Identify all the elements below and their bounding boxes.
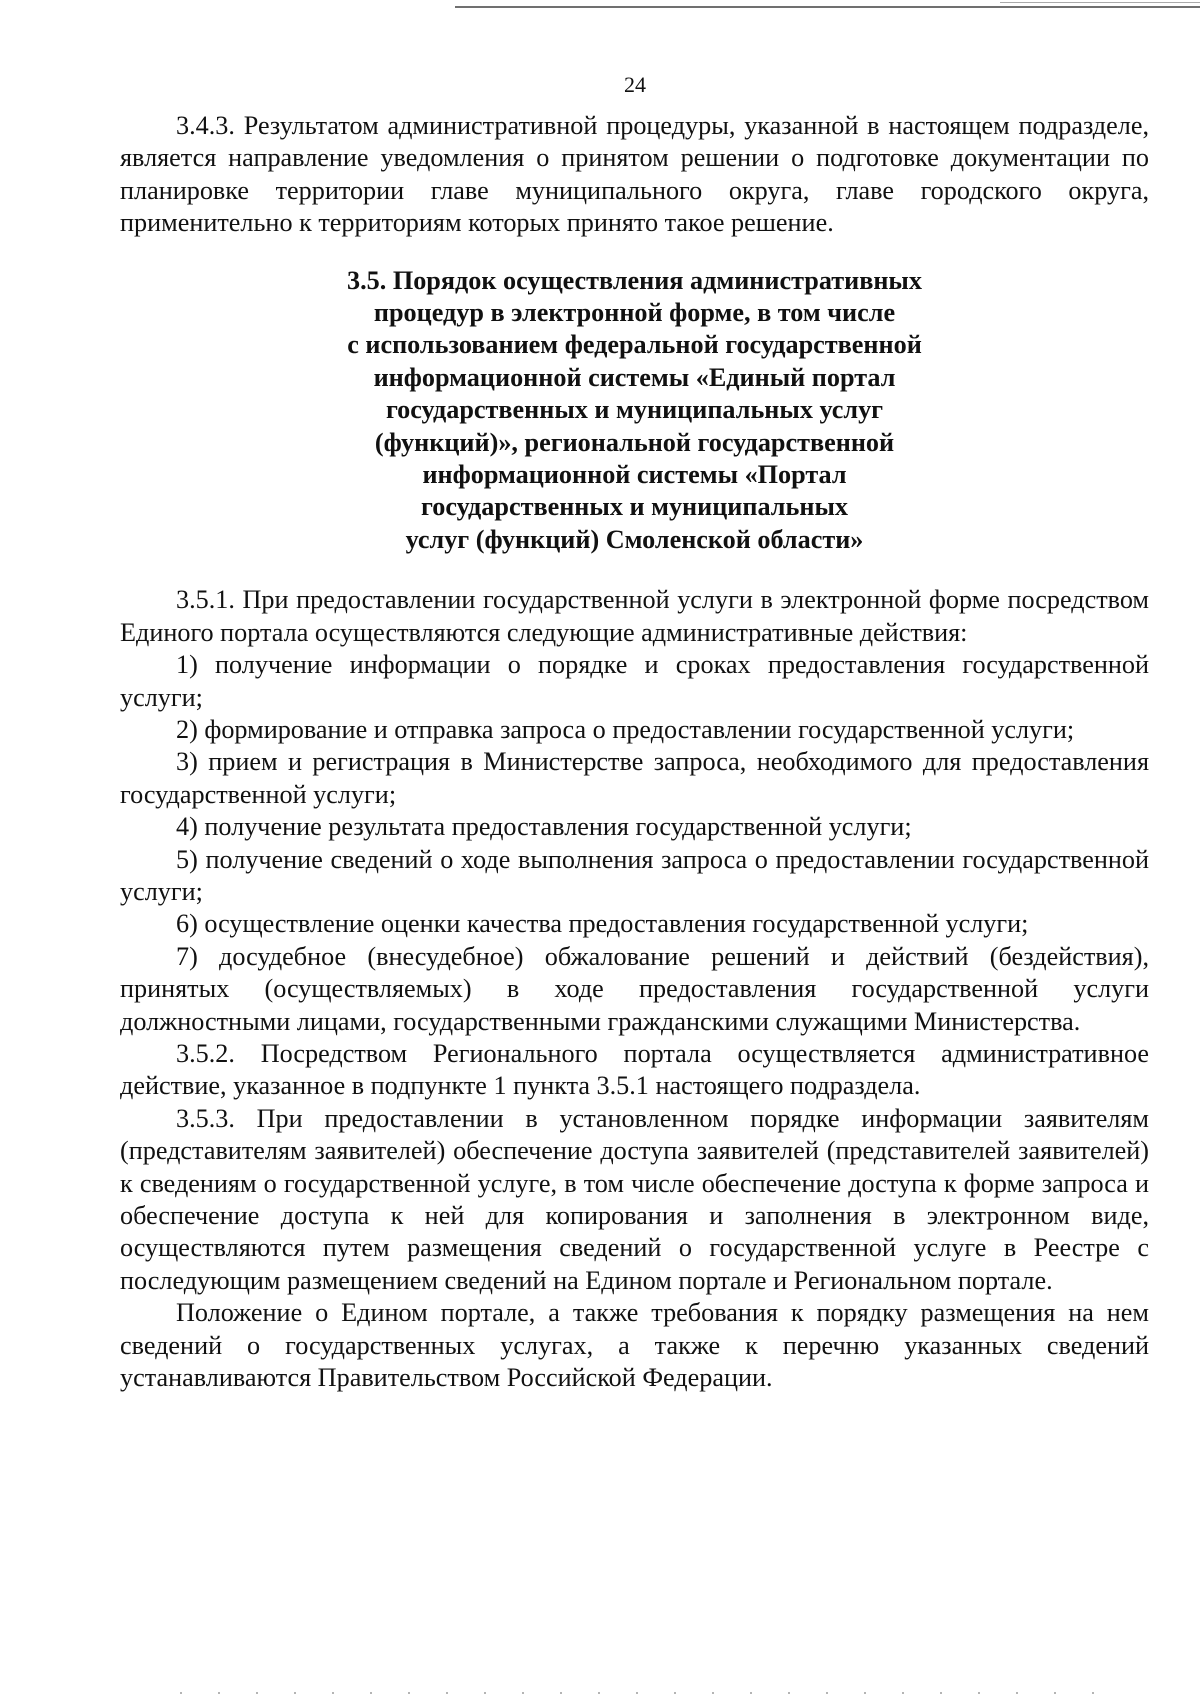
paragraph-portal-regulation: Положение о Едином портале, а также требования к порядку размещения на нем сведений о государственных услугах, а также к перечню указанных сведений устанавливаются Правительством Российской Федерации. — [120, 1298, 1149, 1393]
heading-line: услуг (функций) Смоленской области» — [405, 524, 864, 554]
section-heading-3-5 — [120, 265, 1149, 557]
paragraph-3-5-1: 3.5.1. При предоставлении государственной услуги в электронной форме посредством Единого портала осуществляются следующие административные действия: — [120, 585, 1149, 647]
list-item-2: 2) формирование и отправка запроса о предоставлении государственной услуги; — [176, 714, 1075, 744]
heading-line: (функций)», региональной государственной — [374, 427, 895, 457]
heading-line: информационной системы «Единый портал — [373, 362, 896, 392]
heading-line: с использованием федеральной государственной — [347, 330, 922, 360]
list-item-5: 5) получение сведений о ходе выполнения запроса о предоставлении государственной услуги; — [120, 844, 1149, 906]
page-number: 24 — [624, 72, 646, 97]
paragraph-3-5-3: 3.5.3. При предоставлении в установленном порядке информации заявителям (представителям заявителей) обеспечение доступа заявителей (представителей заявителей) к сведениям о государственной услуге, в том числе обеспечение доступа к форме запроса и обеспечение доступа к ней для копирования и заполнения в электронном виде, осуществляются путем размещения сведений о государственной услуге в Реестре с последующим размещением сведений на Едином портале и Региональном портале. — [120, 1103, 1149, 1295]
list-item-4: 4) получение результата предоставления государственной услуги; — [176, 812, 912, 842]
list-item-7: 7) досудебное (внесудебное) обжалование решений и действий (бездействия), принятых (осуществляемых) в ходе предоставления государственной услуги должностными лицами, государственными гражданскими служащими Министерства. — [120, 941, 1149, 1036]
heading-line: государственных и муниципальных — [421, 492, 848, 522]
heading-line: информационной системы «Портал — [422, 460, 847, 490]
document-body — [120, 110, 1149, 1394]
scan-artifact-top-line-short — [1000, 2, 1200, 3]
paragraph-3-4-3: 3.4.3. Результатом административной процедуры, указанной в настоящем подразделе, является направление уведомления о принятом решении о подготовке документации по планировке территории главе муниципального округа, главе городского округа, применительно к территориям которых принято такое решение. — [120, 111, 1149, 238]
heading-line: государственных и муниципальных услуг — [385, 395, 884, 425]
paragraph-3-5-2: 3.5.2. Посредством Регионального портала осуществляется административное действие, указанное в подпункте 1 пункта 3.5.1 настоящего подраздела. — [120, 1038, 1149, 1101]
heading-line: процедур в электронной форме, в том числе — [373, 298, 896, 328]
list-item-1: 1) получение информации о порядке и сроках предоставления государственной услуги; — [120, 650, 1149, 712]
scan-artifact-bottom-dots — [180, 1692, 1120, 1694]
heading-line: 3.5. Порядок осуществления административных — [347, 265, 922, 295]
scan-artifact-top-line — [455, 6, 1200, 8]
list-item-3: 3) прием и регистрация в Министерстве запроса, необходимого для предоставления государственной услуги; — [120, 747, 1149, 809]
list-item-6: 6) осуществление оценки качества предоставления государственной услуги; — [176, 909, 1029, 939]
